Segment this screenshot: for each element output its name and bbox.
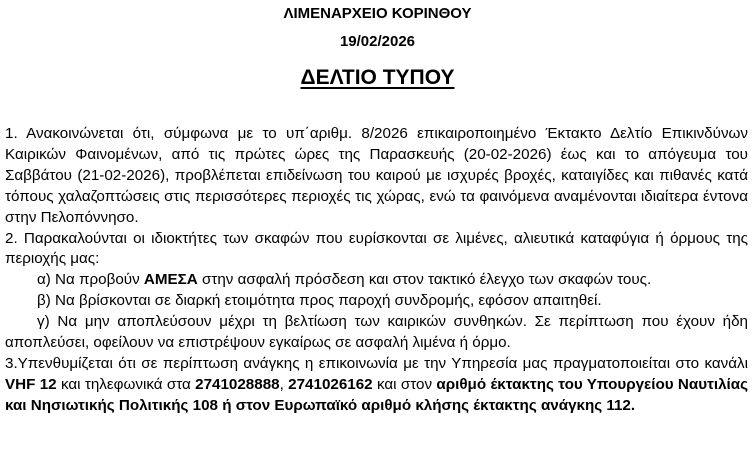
issuing-authority: ΛΙΜΕΝΑΡΧΕΙΟ ΚΟΡΙΝΘΟΥ — [283, 5, 472, 22]
para3-comma: , — [279, 375, 289, 393]
paragraph-2-item-b: β) Να βρίσκονται σε διαρκή ετοιμότητα προς παροχή συνδρομής, εφόσον απαιτηθεί. — [37, 292, 602, 310]
issue-date: 19/02/2026 — [339, 33, 416, 50]
para3-text-mid-2: και στον — [372, 375, 437, 393]
paragraph-2-item-a — [5, 270, 748, 291]
paragraph-1: 1. Ανακοινώνεται ότι, σύμφωνα με το υπ΄αριθμ. 8/2026 επικαιροποιημένο Έκτακτο Δελτίο Επικινδύνων Καιρικών Φαινομένων, από τις πρώτες ώρες της Παρασκευής (20-02-2026) έως και το απόγευμα του Σαββάτου (21-02-2026), προβλέπεται επιδείνωση του καιρού με ισχυρές βροχές, καταιγίδες και πιθανές κατά τόπους χαλαζοπτώσεις στις περισσότερες περιοχές τις χώρας, ενώ τα φαινόμενα αναμένονται ιδιαίτερα έντονα στην Πελοπόννησο. — [5, 125, 748, 226]
para3-text-start: 3.Υπενθυμίζεται ότι σε περίπτωση ανάγκης η επικοινωνία με την Υπηρεσία μας πραγματοποιείται στο κανάλι — [5, 354, 748, 372]
item-a-text-start: α) Να προβούν — [37, 271, 144, 289]
paragraph-2-intro: 2. Παρακαλούνται οι ιδιοκτήτες των σκαφών που ευρίσκονται σε λιμένες, αλιευτικά καταφύγια ή όρμους της περιοχής μας: — [5, 229, 748, 268]
emergency-numbers: αριθμό έκτακτης του Υπουργείου Ναυτιλίας και Νησιωτικής Πολιτικής 108 ή στον Ευρωπαϊκό αριθμό κλήσης έκτακτης ανάγκης 112. — [5, 375, 748, 414]
item-a-emphasis: ΑΜΕΣΑ — [143, 271, 198, 289]
vhf-channel: VHF 12 — [5, 375, 57, 393]
document-title: ΔΕΛΤΙΟ ΤΥΠΟΥ — [300, 66, 455, 89]
phone-number-1: 2741028888 — [195, 375, 280, 393]
paragraph-3 — [5, 354, 748, 417]
paragraph-2-item-c: γ) Να μην αποπλεύσουν μέχρι τη βελτίωση των καιρικών συνθηκών. Σε περίπτωση που έχουν ήδη αποπλεύσει, οφείλουν να επιστρέψουν εγκαίρως σε ασφαλή λιμένα ή όρμο. — [5, 313, 748, 352]
press-release-body — [5, 124, 748, 417]
para3-text-mid: και τηλεφωνικά στα — [56, 375, 196, 393]
phone-number-2: 2741026162 — [288, 375, 373, 393]
item-a-text-end: στην ασφαλή πρόσδεση και στον τακτικό έλεγχο των σκαφών τους. — [197, 271, 652, 289]
